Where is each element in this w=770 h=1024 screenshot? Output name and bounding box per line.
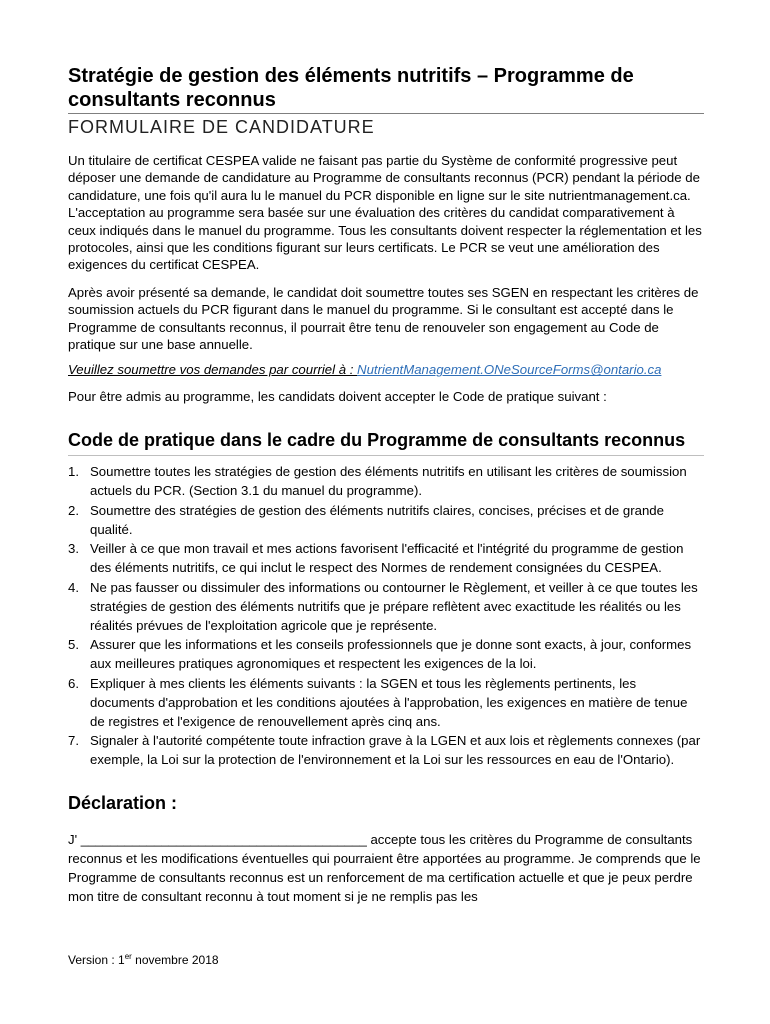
declaration-heading: Déclaration : <box>68 792 178 813</box>
list-item-text: Soumettre des stratégies de gestion des éléments nutritifs claires, concises, précises et de grande qualité. <box>90 502 664 537</box>
list-item <box>68 501 704 539</box>
admission-text: Pour être admis au programme, les candidats doivent accepter le Code de pratique suivant : <box>68 388 607 404</box>
list-item <box>68 578 704 636</box>
heading-divider <box>68 455 704 456</box>
version-footer <box>68 952 219 967</box>
list-item <box>68 462 704 500</box>
intro-paragraph-2: Après avoir présenté sa demande, le candidat doit soumettre toutes ses SGEN en respectant les critères de soumission actuels du PCR figurant dans le manuel du programme. Si le consultant est accepté dans le Programme de consultants reconnus, il pourrait être tenu de renouveler son engagement au Code de pratique sur une base annuelle. <box>68 284 699 353</box>
list-item-number: 5. <box>68 637 79 653</box>
list-item-number: 7. <box>68 733 79 749</box>
list-item-text: Veiller à ce que mon travail et mes actions favorisent l'efficacité et l'intégrité du programme de gestion des éléments nutritifs, ce qui inclut le respect des Normes de rendement consignées du CESPEA. <box>90 541 684 576</box>
document-page <box>68 64 704 906</box>
footer-version-prefix: Version : 1 <box>68 953 125 967</box>
list-item <box>68 635 704 673</box>
list-item-number: 1. <box>68 464 79 480</box>
list-item-number: 6. <box>68 675 79 691</box>
list-item-number: 4. <box>68 579 79 595</box>
list-item-text: Expliquer à mes clients les éléments suivants : la SGEN et tous les règlements pertinents, les documents d'approbation et les conditions ajoutées à l'approbation, les exigences en matière de tenue de registres et l'exigence de renouvellement après cinq ans. <box>90 675 688 729</box>
footer-version-sup: er <box>124 952 132 961</box>
list-item <box>68 674 704 732</box>
code-of-practice-list <box>68 462 704 769</box>
email-prompt: Veuillez soumettre vos demandes par courriel à : <box>68 362 358 378</box>
email-link[interactable]: NutrientManagement.ONeSourceForms@ontario.ca <box>357 362 662 378</box>
document-title: Stratégie de gestion des éléments nutritifs – Programme de consultants reconnus <box>68 65 634 111</box>
email-instruction <box>68 361 704 378</box>
list-item-number: 3. <box>68 541 79 557</box>
form-subtitle: FORMULAIRE DE CANDIDATURE <box>68 117 375 137</box>
list-item <box>68 731 704 769</box>
title-divider <box>68 113 704 114</box>
list-item-text: Soumettre toutes les stratégies de gestion des éléments nutritifs en utilisant les critères de soumission actuels du PCR. (Section 3.1 du manuel du programme). <box>90 464 687 499</box>
list-item <box>68 539 704 577</box>
footer-version-date: novembre 2018 <box>131 953 219 967</box>
list-item-text: Assurer que les informations et les conseils professionnels que je donne sont exacts, à jour, conformes aux meilleures pratiques agronomiques et respectent les exigences de la loi. <box>90 637 692 672</box>
declaration-text: J' _______________________________________ accepte tous les critères du Programme de consultants reconnus et les modifications éventuelles qui pourraient être apportées au programme. Je comprends que le Programme de consultants reconnus est un renforcement de ma certification actuelle et que je peux perdre mon titre de consultant reconnu à tout moment si je ne remplis pas les <box>68 831 701 904</box>
code-of-practice-heading: Code de pratique dans le cadre du Programme de consultants reconnus <box>68 430 686 451</box>
intro-paragraph-1: Un titulaire de certificat CESPEA valide ne faisant pas partie du Système de conformité progressive peut déposer une demande de candidature au Programme de consultants reconnus (PCR) pendant la période de candidature, une fois qu'il aura lu le manuel du PCR disponible en ligne sur le site nutrientmanagement.ca. L'acceptation au programme sera basée sur une évaluation des critères du candidat comparativement à ceux indiqués dans le manuel du programme. Tous les consultants doivent respecter la réglementation et les protocoles, ainsi que les conditions figurant sur leurs certificats. Le PCR se veut une amélioration des exigences du certificat CESPEA. <box>68 153 702 273</box>
list-item-text: Ne pas fausser ou dissimuler des informations ou contourner le Règlement, et veiller à ce que toutes les stratégies de gestion des éléments nutritifs que je prépare reflètent avec exactitude les réalités ou les réalités prévues de l'exploitation agricole que je représente. <box>90 579 698 633</box>
list-item-text: Signaler à l'autorité compétente toute infraction grave à la LGEN et aux lois et règlements connexes (par exemple, la Loi sur la protection de l'environnement et la Loi sur les ressources en eau de l'Ontario). <box>90 733 701 768</box>
list-item-number: 2. <box>68 502 79 518</box>
